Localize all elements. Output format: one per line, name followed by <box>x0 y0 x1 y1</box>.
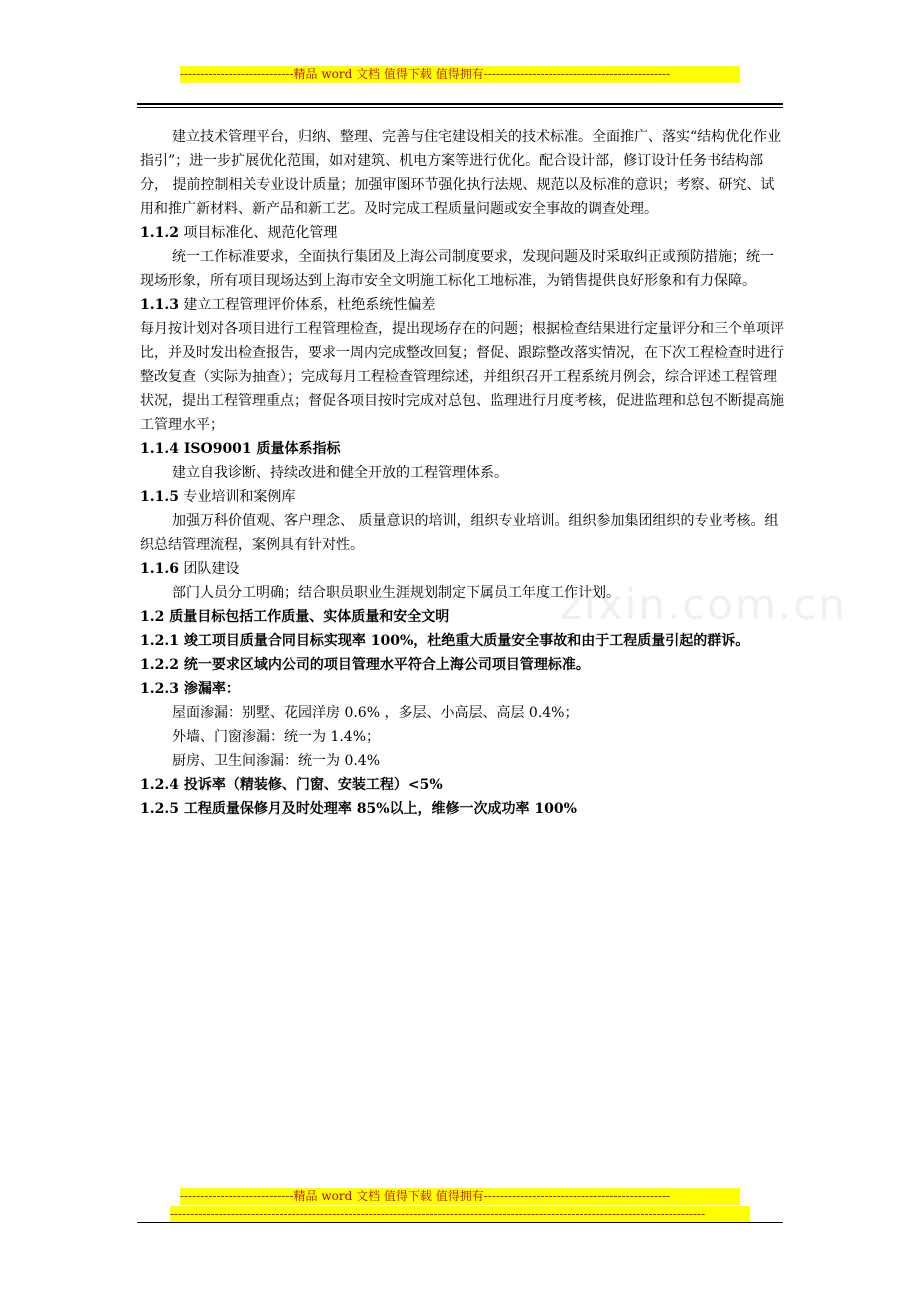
heading-1-2-1: 1.2.1 竣工项目质量合同目标实现率 100%，杜绝重大质量安全事故和由于工程质量引起的群诉。 <box>140 633 750 649</box>
header-banner: ----------------------------精品 word 文档 值得下载 值得拥有---------------------------------------------- <box>180 66 740 83</box>
paragraph-iso: 建立自我诊断、持续改进和健全开放的工程管理体系。 <box>172 465 508 481</box>
heading-1-1-4: 1.1.4 ISO9001 质量体系指标 <box>140 441 341 457</box>
paragraph-training: 加强万科价值观、客户理念、 质量意识的培训，组织专业培训。组织参加集团组织的专业考核。组织总结管理流程，案例具有针对性。 <box>140 513 779 553</box>
heading-1-1-5 <box>140 485 785 509</box>
footer-banner-dashes: ------------------------------------------------------------------------------------------------------------------------------------ <box>170 1206 750 1223</box>
list-item-roof-leak: 屋面渗漏：别墅、花园洋房 0.6% ，多层、小高层、高层 0.4%； <box>172 705 579 721</box>
footer-banner: ----------------------------精品 word 文档 值得下载 值得拥有---------------------------------------------- <box>180 1188 740 1205</box>
heading-1-2-5: 1.2.5 工程质量保修月及时处理率 85%以上，维修一次成功率 100% <box>140 801 577 817</box>
heading-text: 建立工程管理评价体系，杜绝系统性偏差 <box>178 297 436 313</box>
footer-rule <box>137 1222 783 1223</box>
heading-number: 1.1.6 <box>140 561 179 577</box>
paragraph-tech-platform: 建立技术管理平台，归纳、整理、完善与住宅建设相关的技术标准。全面推广、落实“结构优化作业指引”；进一步扩展优化范围，如对建筑、机电方案等进行优化。配合设计部，修订设计任务书结构部分， 提前控制相关专业设计质量；加强审图环节强化执行法规、规范以及标准的意识；考察、研究、试用和推广新材料、新产品和新工艺。及时完成工程质量问题或安全事故的调查处理。 <box>140 129 782 217</box>
heading-1-1-3 <box>140 293 785 317</box>
watermark-text: zixin.com.cn <box>560 580 847 629</box>
heading-1-2: 1.2 质量目标包括工作质量、实体质量和安全文明 <box>140 609 450 625</box>
heading-1-1-2 <box>140 221 785 245</box>
paragraph-standardization: 统一工作标准要求，全面执行集团及上海公司制度要求，发现问题及时采取纠正或预防措施；统一现场形象，所有项目现场达到上海市安全文明施工标化工地标准，为销售提供良好形象和有力保障。 <box>140 249 774 289</box>
list-item-kitchen-leak: 厨房、卫生间渗漏：统一为 0.4% <box>172 753 381 769</box>
heading-number: 1.1.3 <box>140 297 179 313</box>
paragraph-evaluation: 每月按计划对各项目进行工程管理检查，提出现场存在的问题；根据检查结果进行定量评分和三个单项评比，并及时发出检查报告，要求一周内完成整改回复；督促、跟踪整改落实情况，在下次工程检查时进行整改复查（实际为抽查）；完成每月工程检查管理综述，并组织召开工程系统月例会，综合评述工程管理状况，提出工程管理重点；督促各项目按时完成对总包、监理进行月度考核，促进监理和总包不断提高施工管理水平； <box>140 321 784 433</box>
heading-1-2-2: 1.2.2 统一要求区域内公司的项目管理水平符合上海公司项目管理标准。 <box>140 657 590 673</box>
paragraph-team: 部门人员分工明确；结合职员职业生涯规划制定下属员工年度工作计划。 <box>172 585 620 601</box>
list-item-wall-leak: 外墙、门窗渗漏：统一为 1.4%； <box>172 729 381 745</box>
document-body <box>140 125 785 821</box>
heading-1-2-4: 1.2.4 投诉率（精装修、门窗、安装工程）<5% <box>140 777 443 793</box>
heading-number: 1.1.5 <box>140 489 179 505</box>
heading-number: 1.1.2 <box>140 225 179 241</box>
heading-1-2-3: 1.2.3 渗漏率： <box>140 681 240 697</box>
header-rule-thin <box>137 107 783 108</box>
heading-text: 专业培训和案例库 <box>178 489 296 505</box>
heading-text: 团队建设 <box>178 561 240 577</box>
header-rule-thick <box>137 103 783 105</box>
heading-text: 项目标准化、规范化管理 <box>178 225 338 241</box>
heading-1-1-6 <box>140 557 785 581</box>
